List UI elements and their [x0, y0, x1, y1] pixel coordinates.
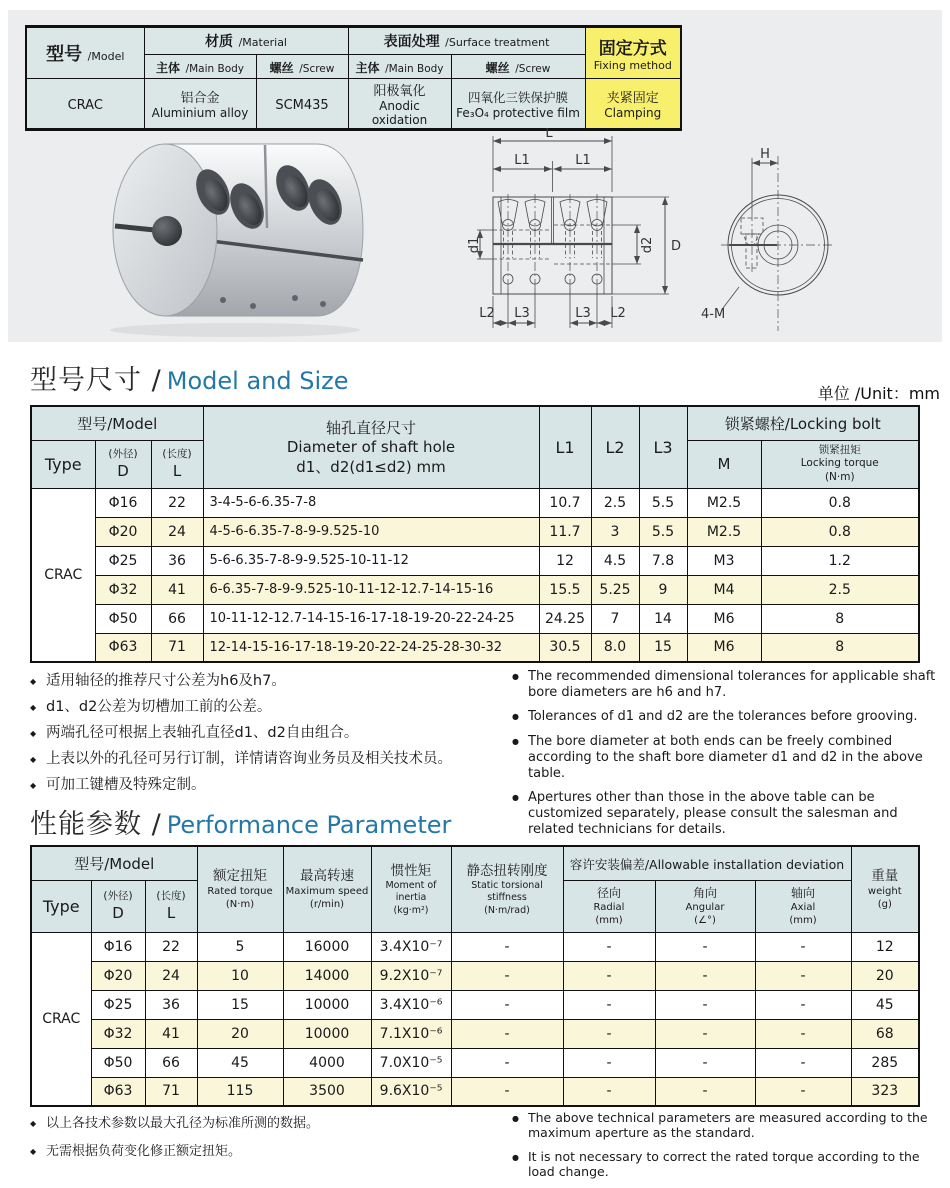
svg-text:L1: L1 [575, 153, 591, 168]
size-header-m: M [687, 440, 761, 488]
cell-axial: - [755, 990, 851, 1019]
cell-l2: 4.5 [591, 546, 639, 575]
cell-bores: 10-11-12-12.7-14-15-16-17-18-19-20-22-24-25 [203, 604, 539, 633]
cell-axial: - [755, 1077, 851, 1106]
spec-material-main-value: 铝合金 Aluminium alloy [144, 79, 256, 130]
bullet-icon [30, 721, 46, 747]
cell-l3: 9 [639, 575, 687, 604]
table-row [31, 488, 919, 517]
note-item: ◆ 两端孔径可根据上表轴孔直径d1、d2自由组合。 [30, 721, 500, 747]
table-row [31, 575, 919, 604]
cell-stiffness: - [451, 990, 563, 1019]
spec-header-fixing: 固定方式 Fixing method [585, 27, 681, 79]
front-view [701, 147, 835, 331]
table-row [31, 961, 919, 990]
table-row [31, 546, 919, 575]
table-row [31, 517, 919, 546]
cell-speed: 3500 [283, 1077, 371, 1106]
cell-l2: 3 [591, 517, 639, 546]
cell-l: 41 [145, 1019, 197, 1048]
cell-torque: 20 [197, 1019, 283, 1048]
cell-torque: 115 [197, 1077, 283, 1106]
cell-radial: - [563, 1019, 655, 1048]
cell-angular: - [655, 1048, 755, 1077]
spec-surface-screw-value: 四氧化三铁保护膜 Fe₃O₄ protective film [451, 79, 585, 130]
cell-l3: 15 [639, 633, 687, 662]
cell-torque: 0.8 [761, 517, 919, 546]
perf-section-title: 性能参数 / Performance Parameter [30, 809, 452, 840]
svg-text:L2: L2 [610, 306, 626, 321]
cell-l2: 8.0 [591, 633, 639, 662]
photo-shadow [110, 323, 360, 337]
svg-text:D: D [671, 239, 682, 254]
spec-subheader-screw-material: 螺丝 /Screw [256, 55, 348, 79]
cell-axial: - [755, 961, 851, 990]
cell-speed: 14000 [283, 961, 371, 990]
cell-speed: 10000 [283, 990, 371, 1019]
dim-d2 [612, 225, 655, 264]
spec-fixing-value: 夹紧固定 Clamping [585, 79, 681, 130]
cell-bores: 3-4-5-6-6.35-7-8 [203, 488, 539, 517]
perf-header-speed: 最高转速 Maximum speed (r/min) [283, 846, 371, 932]
spec-header-surface: 表面处理 /Surface treatment [348, 27, 585, 55]
cell-torque: 5 [197, 932, 283, 961]
perf-header-l: (长度) L [145, 880, 197, 932]
cell-weight: 12 [851, 932, 919, 961]
cell-weight: 323 [851, 1077, 919, 1106]
size-header-locking-bolt: 锁紧螺栓/Locking bolt [687, 406, 919, 440]
cell-m: M2.5 [687, 517, 761, 546]
table-row [31, 1077, 919, 1106]
dim-H [752, 147, 778, 212]
cell-l3: 14 [639, 604, 687, 633]
product-photo [95, 128, 375, 342]
size-header-l: (长度) L [151, 440, 203, 488]
bullet-icon [512, 790, 528, 807]
spec-subheader-main-body-material: 主体 /Main Body [144, 55, 256, 79]
cell-angular: - [655, 932, 755, 961]
unit-label: 单位 /Unit：mm [817, 384, 940, 403]
perf-header-angular: 角向 Angular (∠°) [655, 880, 755, 932]
table-row [31, 604, 919, 633]
spec-model-value: CRAC [26, 79, 144, 130]
cell-m: M6 [687, 604, 761, 633]
cell-l3: 7.8 [639, 546, 687, 575]
size-header-d: (外径) D [95, 440, 151, 488]
note-item: ◆ d1、d2公差为切槽加工前的公差。 [30, 695, 500, 721]
cell-torque: 15 [197, 990, 283, 1019]
cell-l: 24 [151, 517, 203, 546]
cell-radial: - [563, 1077, 655, 1106]
cell-l3: 5.5 [639, 488, 687, 517]
note-item: ◆ 可加工键槽及特殊定制。 [30, 773, 500, 799]
perf-notes [30, 1110, 942, 1188]
table-row [31, 932, 919, 961]
cell-l: 36 [145, 990, 197, 1019]
model-size-table [30, 405, 920, 663]
cell-bores: 5-6-6.35-7-8-9-9.525-10-11-12 [203, 546, 539, 575]
cell-d: Φ50 [95, 604, 151, 633]
cell-stiffness: - [451, 1048, 563, 1077]
spec-surface-main-value: 阳极氧化 Anodic oxidation [348, 79, 451, 130]
bullet-icon [512, 669, 528, 686]
cell-weight: 68 [851, 1019, 919, 1048]
note-item: ● The bore diameter at both ends can be freely combined according to the shaft bore diameter d1 and d2 in the above table. [512, 734, 942, 782]
dim-d1 [467, 230, 493, 259]
spec-subheader-main-body-surface: 主体 /Main Body [348, 55, 451, 79]
size-section-title: 型号尺寸 / Model and Size [30, 365, 349, 396]
size-header-model: 型号/Model [31, 406, 203, 440]
table-row [31, 1019, 919, 1048]
bullet-icon [512, 709, 528, 726]
perf-header-inertia: 惯性矩 Moment of inertia (kg·m²) [371, 846, 451, 932]
cell-speed: 4000 [283, 1048, 371, 1077]
bullet-icon [512, 1110, 528, 1127]
svg-text:d2: d2 [640, 236, 655, 254]
dim-L1-right [554, 153, 613, 169]
cell-inertia: 9.6X10⁻⁵ [371, 1077, 451, 1106]
perf-header-deviation: 容许安装偏差/Allowable installation deviation [563, 846, 851, 880]
note-item: ● Tolerances of d1 and d2 are the tolerances before grooving. [512, 709, 942, 726]
top-gray-strip [8, 10, 942, 342]
cell-l: 36 [151, 546, 203, 575]
note-item: ◆ 适用轴径的推荐尺寸公差为h6及h7。 [30, 669, 500, 695]
svg-text:d1: d1 [467, 236, 482, 254]
center-bore [152, 216, 182, 246]
svg-text:L3: L3 [514, 306, 530, 321]
cell-torque: 8 [761, 604, 919, 633]
size-header-torque: 锁紧扭矩 Locking torque (N·m) [761, 440, 919, 488]
cell-inertia: 7.0X10⁻⁵ [371, 1048, 451, 1077]
cell-d: Φ63 [95, 633, 151, 662]
svg-text:L2: L2 [479, 306, 495, 321]
cell-torque: 0.8 [761, 488, 919, 517]
cell-l1: 24.25 [539, 604, 591, 633]
cell-d: Φ16 [91, 932, 145, 961]
cell-l1: 15.5 [539, 575, 591, 604]
cell-l: 41 [151, 575, 203, 604]
cell-stiffness: - [451, 932, 563, 961]
dim-L1-left [493, 153, 553, 192]
bullet-icon [30, 747, 46, 773]
table-row [31, 633, 919, 662]
size-type-cell: CRAC [31, 488, 95, 662]
svg-text:H: H [760, 147, 770, 162]
spec-material-screw-value: SCM435 [256, 79, 348, 130]
cell-l: 22 [145, 932, 197, 961]
cell-torque: 45 [197, 1048, 283, 1077]
clamp-screws [498, 194, 607, 288]
cell-angular: - [655, 990, 755, 1019]
size-header-l2: L2 [591, 406, 639, 488]
cell-radial: - [563, 961, 655, 990]
cell-l2: 2.5 [591, 488, 639, 517]
bullet-icon [512, 734, 528, 751]
note-item: ◆ 无需根据负荷变化修正额定扭矩。 [30, 1138, 500, 1166]
cell-inertia: 9.2X10⁻⁷ [371, 961, 451, 990]
cell-m: M2.5 [687, 488, 761, 517]
cell-d: Φ63 [91, 1077, 145, 1106]
note-item: ● It is not necessary to correct the rated torque according to the load change. [512, 1149, 942, 1179]
perf-header-stiffness: 静态扭转刚度 Static torsional stiffness (N·m/rad) [451, 846, 563, 932]
note-item: ◆ 上表以外的孔径可另行订制，详情请咨询业务员及相关技术员。 [30, 747, 500, 773]
cell-l1: 10.7 [539, 488, 591, 517]
perf-header-model: 型号/Model [31, 846, 197, 880]
bullet-icon [30, 1110, 46, 1138]
spec-header-material: 材质 /Material [144, 27, 348, 55]
cell-d: Φ16 [95, 488, 151, 517]
cell-l1: 30.5 [539, 633, 591, 662]
note-item: ● Apertures other than those in the above table can be customized separately, please consult the salesman and related technicians for details. [512, 790, 942, 838]
cell-inertia: 3.4X10⁻⁶ [371, 990, 451, 1019]
svg-text:L: L [545, 128, 553, 141]
cell-d: Φ20 [95, 517, 151, 546]
perf-header-type: Type [31, 880, 91, 932]
cell-radial: - [563, 990, 655, 1019]
perf-header-torque: 额定扭矩 Rated torque (N·m) [197, 846, 283, 932]
size-notes-en [512, 669, 942, 871]
cell-torque: 8 [761, 633, 919, 662]
cell-weight: 20 [851, 961, 919, 990]
table-row [31, 990, 919, 1019]
spec-summary-table [25, 25, 682, 131]
cell-l2: 7 [591, 604, 639, 633]
cell-axial: - [755, 1019, 851, 1048]
cell-angular: - [655, 1077, 755, 1106]
cell-inertia: 7.1X10⁻⁶ [371, 1019, 451, 1048]
svg-text:L1: L1 [514, 153, 530, 168]
cell-torque: 1.2 [761, 546, 919, 575]
cell-stiffness: - [451, 961, 563, 990]
cell-radial: - [563, 932, 655, 961]
cell-m: M4 [687, 575, 761, 604]
performance-table [30, 845, 920, 1107]
spec-header-model: 型号 /Model [26, 27, 144, 79]
cell-radial: - [563, 1048, 655, 1077]
cell-angular: - [655, 961, 755, 990]
cell-l3: 5.5 [639, 517, 687, 546]
table-row [31, 1048, 919, 1077]
cell-l2: 5.25 [591, 575, 639, 604]
cell-angular: - [655, 1019, 755, 1048]
cell-l: 66 [151, 604, 203, 633]
cell-bores: 6-6.35-7-8-9-9.525-10-11-12-12.7-14-15-16 [203, 575, 539, 604]
size-header-l3: L3 [639, 406, 687, 488]
cell-m: M3 [687, 546, 761, 575]
cell-l: 71 [145, 1077, 197, 1106]
cell-stiffness: - [451, 1019, 563, 1048]
cell-d: Φ25 [95, 546, 151, 575]
perf-type-cell: CRAC [31, 932, 91, 1106]
cell-l: 24 [145, 961, 197, 990]
perf-header-axial: 轴向 Axial (mm) [755, 880, 851, 932]
note-item: ● The recommended dimensional tolerances for applicable shaft bore diameters are h6 and h7. [512, 669, 942, 701]
perf-notes-zh [30, 1110, 500, 1188]
cell-d: Φ25 [91, 990, 145, 1019]
cell-stiffness: - [451, 1077, 563, 1106]
note-item: ● The above technical parameters are measured according to the maximum aperture as the standard. [512, 1110, 942, 1140]
cell-speed: 10000 [283, 1019, 371, 1048]
cell-d: Φ32 [91, 1019, 145, 1048]
perf-header-radial: 径向 Radial (mm) [563, 880, 655, 932]
cell-inertia: 3.4X10⁻⁷ [371, 932, 451, 961]
perf-header-d: (外径) D [91, 880, 145, 932]
cell-l1: 12 [539, 546, 591, 575]
size-header-type: Type [31, 440, 95, 488]
perf-header-weight: 重量 weight (g) [851, 846, 919, 932]
cell-speed: 16000 [283, 932, 371, 961]
cell-m: M6 [687, 633, 761, 662]
cell-axial: - [755, 932, 851, 961]
side-view [467, 128, 681, 328]
bullet-icon [30, 669, 46, 695]
size-header-shaft-hole: 轴孔直径尺寸 Diameter of shaft hole d1、d2(d1≤d2) mm [203, 406, 539, 488]
cell-torque: 10 [197, 961, 283, 990]
cell-d: Φ32 [95, 575, 151, 604]
cell-l: 66 [145, 1048, 197, 1077]
cell-torque: 2.5 [761, 575, 919, 604]
svg-text:4-M: 4-M [701, 307, 726, 322]
label-4M [701, 287, 739, 322]
cell-l1: 11.7 [539, 517, 591, 546]
cell-bores: 12-14-15-16-17-18-19-20-22-24-25-28-30-32 [203, 633, 539, 662]
bullet-icon [30, 1138, 46, 1166]
svg-text:L3: L3 [575, 306, 591, 321]
bullet-icon [512, 1149, 528, 1166]
cell-bores: 4-5-6-6.35-7-8-9-9.525-10 [203, 517, 539, 546]
cell-l: 22 [151, 488, 203, 517]
bullet-icon [30, 695, 46, 721]
cell-weight: 45 [851, 990, 919, 1019]
spec-subheader-screw-surface: 螺丝 /Screw [451, 55, 585, 79]
dimension-drawing [465, 128, 925, 338]
cell-l: 71 [151, 633, 203, 662]
cell-d: Φ50 [91, 1048, 145, 1077]
size-header-l1: L1 [539, 406, 591, 488]
bullet-icon [30, 773, 46, 799]
note-item: ◆ 以上各技术参数以最大孔径为标准所测的数据。 [30, 1110, 500, 1138]
perf-notes-en [512, 1110, 942, 1188]
cell-axial: - [755, 1048, 851, 1077]
cell-weight: 285 [851, 1048, 919, 1077]
cell-d: Φ20 [91, 961, 145, 990]
front-screw [741, 212, 763, 273]
